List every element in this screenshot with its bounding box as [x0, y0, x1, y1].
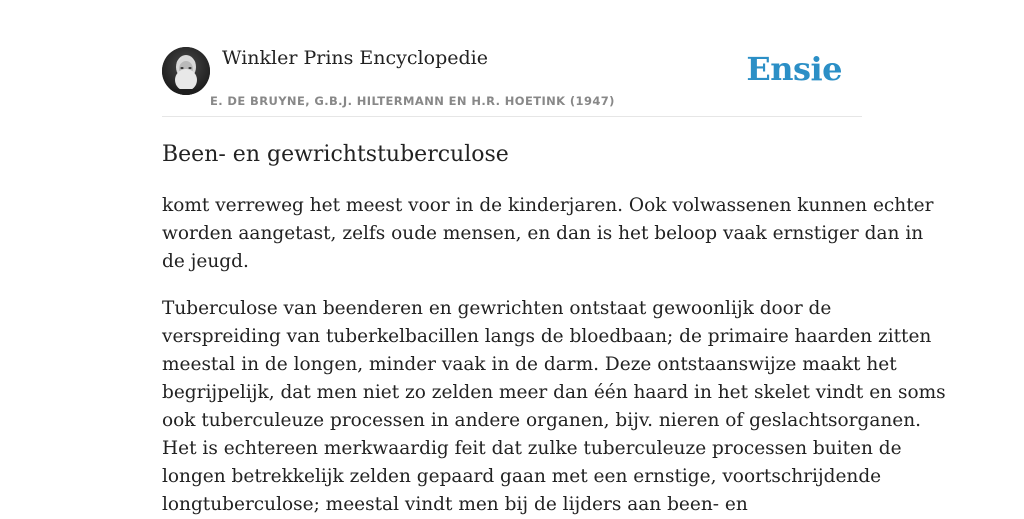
paragraph-line: komt verreweg het meest voor in de kinderjaren. Ook volwassenen kunnen echter: [162, 195, 934, 216]
brand-logo-link[interactable]: Ensie: [746, 50, 842, 88]
page: [162, 0, 946, 515]
article-paragraph: [162, 295, 946, 519]
paragraph-line: de jeugd.: [162, 251, 249, 272]
author-avatar[interactable]: [162, 47, 210, 95]
paragraph-line: ook tuberculeuze processen in andere organen, bijv. nieren of geslachtsorganen.: [162, 410, 922, 431]
article-title: Been- en gewrichtstuberculose: [162, 142, 509, 167]
paragraph-line: longen betrekkelijk zelden gepaard gaan met een ernstige, voortschrijdende: [162, 466, 882, 487]
paragraph-line: verspreiding van tuberkelbacillen langs de bloedbaan; de primaire haarden zitten: [162, 326, 932, 347]
paragraph-line: longtuberculose; meestal vindt men bij de lijders aan been- en: [162, 494, 748, 515]
paragraph-line: worden aangetast, zelfs oude mensen, en dan is het beloop vaak ernstiger dan in: [162, 223, 924, 244]
paragraph-line: Tuberculose van beenderen en gewrichten ontstaat gewoonlijk door de: [162, 298, 832, 319]
paragraph-line: meestal in de longen, minder vaak in de darm. Deze ontstaanswijze maakt het: [162, 354, 897, 375]
site-title[interactable]: Winkler Prins Encyclopedie: [222, 47, 488, 69]
article-paragraph: [162, 192, 934, 276]
author-portrait-icon: [162, 47, 210, 95]
authors-credit: E. DE BRUYNE, G.B.J. HILTERMANN EN H.R. HOETINK (1947): [210, 94, 615, 108]
paragraph-line: begrijpelijk, dat men niet zo zelden meer dan één haard in het skelet vindt en soms: [162, 382, 946, 403]
paragraph-line: Het is echtereen merkwaardig feit dat zulke tuberculeuze processen buiten de: [162, 438, 902, 459]
site-header: [162, 0, 862, 117]
